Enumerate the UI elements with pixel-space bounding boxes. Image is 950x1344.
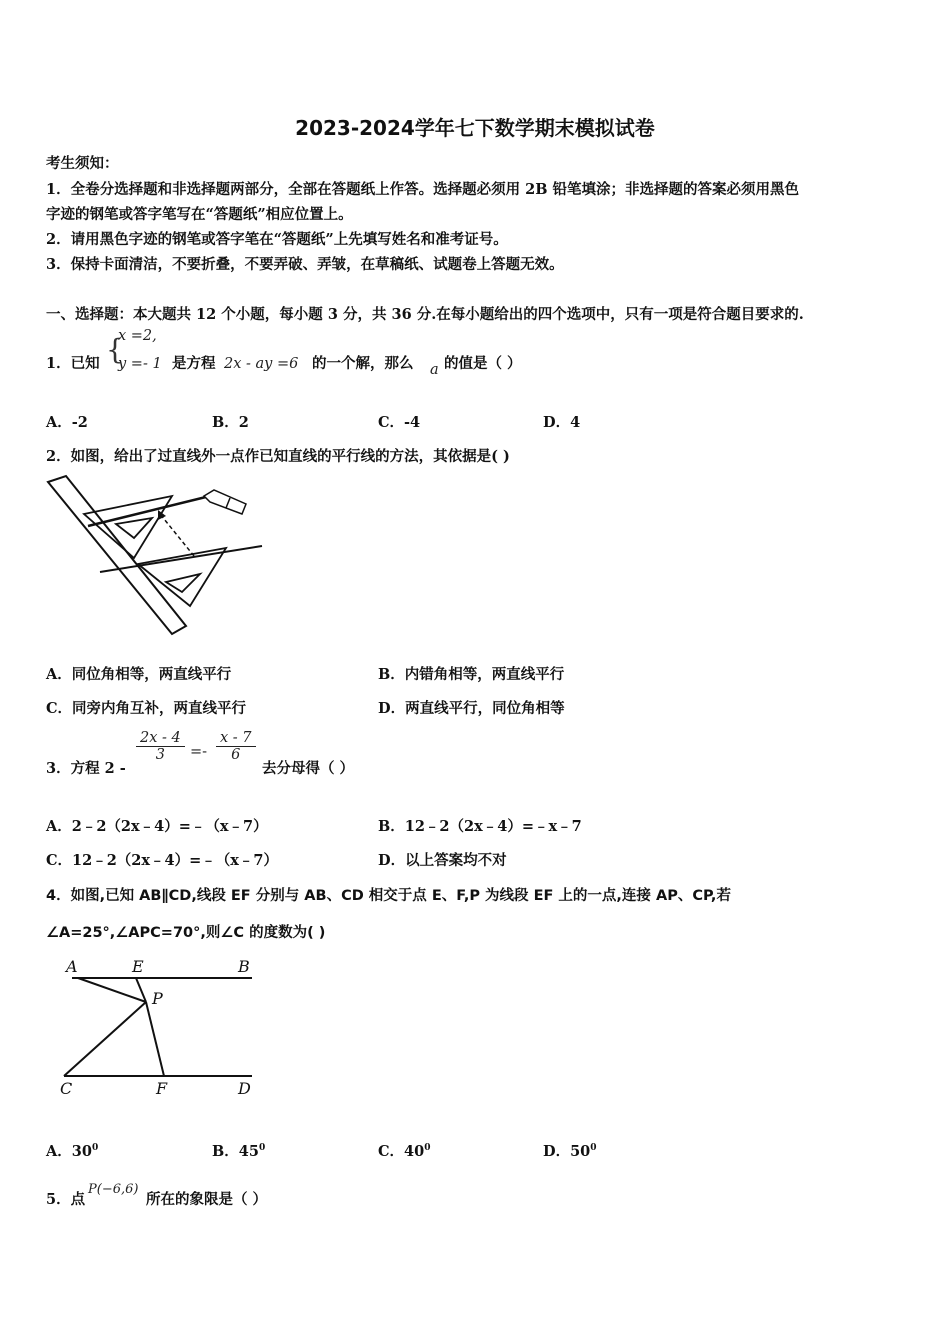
q4-option-a-label: A．30 xyxy=(46,1143,92,1160)
q1-mid2: 的一个解，那么 xyxy=(312,355,414,372)
q2-option-b[interactable]: B．内错角相等，两直线平行 xyxy=(378,666,565,683)
notice-heading: 考生须知： xyxy=(46,155,119,172)
label-b: B xyxy=(238,957,250,976)
q1-mid: 是方程 xyxy=(172,355,216,372)
q2-option-d[interactable]: D．两直线平行，同位角相等 xyxy=(378,700,565,717)
q3-num1: 2x - 4 xyxy=(136,730,185,747)
label-f: F xyxy=(156,1079,168,1098)
q3-fraction-1 xyxy=(136,730,185,763)
notice-line-1b: 字迹的钢笔或答字笔写在“答题纸”相应位置上。 xyxy=(46,206,353,223)
q1-option-d[interactable]: D．4 xyxy=(543,414,581,431)
q3-prefix: 3．方程 2 - xyxy=(46,760,126,777)
q3-option-d[interactable]: D．以上答案均不对 xyxy=(378,852,507,869)
q3-den2: 6 xyxy=(231,747,241,763)
parallel-lines-figure xyxy=(56,954,266,1099)
q4-option-a[interactable] xyxy=(46,1140,98,1161)
q2-option-c[interactable]: C．同旁内角互补，两直线平行 xyxy=(46,700,247,717)
page-title: 2023-2024学年七下数学期末模拟试卷 xyxy=(295,116,655,140)
label-p: P xyxy=(152,989,163,1008)
notice-line-2: 2．请用黑色字迹的钢笔或答字笔在“答题纸”上先填写姓名和准考证号。 xyxy=(46,231,508,248)
system-brace: { xyxy=(106,333,124,366)
q4-line-2: ∠A=25°,∠APC=70°,则∠C 的度数为( ) xyxy=(46,925,326,941)
q4-option-c-label: C．40 xyxy=(378,1143,425,1160)
label-a: A xyxy=(66,957,78,976)
q4-option-d-sup: 0 xyxy=(590,1143,597,1154)
q2-option-a[interactable]: A．同位角相等，两直线平行 xyxy=(46,666,232,683)
q4-option-b-sup: 0 xyxy=(258,1143,266,1154)
q4-option-d-label: D．50 xyxy=(543,1143,591,1160)
setsquare-upper xyxy=(84,496,172,558)
q4-option-b-label: B．45 xyxy=(212,1143,259,1160)
q3-fraction-2 xyxy=(216,730,256,763)
q1-option-a[interactable]: A．-2 xyxy=(46,414,88,431)
q1-equation: 2x - ay =6 xyxy=(224,356,299,372)
label-c: C xyxy=(60,1079,73,1098)
q3-suffix: 去分母得（ ） xyxy=(262,760,355,777)
q5-point: P(−6,6) xyxy=(88,1182,139,1197)
slide-arrow xyxy=(160,514,194,556)
q1-var: a xyxy=(430,362,439,378)
q4-line-1: 4．如图,已知 AB∥CD,线段 EF 分别与 AB、CD 相交于点 E、F,P 为线段 EF 上的一点,连接 AP、CP,若 xyxy=(46,888,731,904)
q4-option-a-sup: 0 xyxy=(91,1143,99,1154)
segment-cp xyxy=(64,1002,146,1076)
q4-option-c-sup: 0 xyxy=(424,1143,431,1154)
notice-line-1a: 1．全卷分选择题和非选择题两部分，全部在答题纸上作答。选择题必须用 2B 铅笔填涂；非选择题的答案必须用黑色 xyxy=(46,181,800,198)
q3-option-b[interactable]: B．12﹣2（2x﹣4）=﹣x﹣7 xyxy=(378,818,582,835)
q5-prefix: 5．点 xyxy=(46,1191,86,1208)
q4-option-d[interactable] xyxy=(543,1140,597,1161)
setsquare-lower xyxy=(138,548,226,606)
label-e: E xyxy=(132,957,144,976)
q1-option-c[interactable]: C．-4 xyxy=(378,414,421,431)
q3-num2: x - 7 xyxy=(216,730,256,747)
q3-eqsign: =- xyxy=(190,744,208,760)
q4-option-c[interactable] xyxy=(378,1140,430,1161)
segment-pf xyxy=(146,1002,164,1076)
q1-system-line-1: x =2, xyxy=(118,328,157,344)
pencil xyxy=(204,490,246,514)
ruler-setsquare-figure xyxy=(44,474,266,636)
q3-den1: 3 xyxy=(155,747,165,763)
notice-line-3: 3．保持卡面清洁，不要折叠，不要弄破、弄皱，在草稿纸、试题卷上答题无效。 xyxy=(46,256,564,273)
q3-option-a[interactable]: A．2﹣2（2x﹣4）=﹣（x﹣7） xyxy=(46,818,268,835)
q1-option-b[interactable]: B．2 xyxy=(212,414,249,431)
section-heading: 一、选择题：本大题共 12 个小题，每小题 3 分，共 36 分.在每小题给出的四个选项中，只有一项是符合题目要求的. xyxy=(46,306,804,323)
label-d: D xyxy=(238,1079,251,1098)
q4-option-b[interactable] xyxy=(212,1140,265,1161)
q1-prefix: 1．已知 xyxy=(46,355,100,372)
q1-suffix: 的值是（ ） xyxy=(444,355,522,372)
q3-option-c[interactable]: C．12﹣2（2x﹣4）=﹣（x﹣7） xyxy=(46,852,279,869)
q2-stem: 2．如图，给出了过直线外一点作已知直线的平行线的方法，其依据是( ) xyxy=(46,448,510,465)
q1-system-line-2: y =- 1 xyxy=(118,356,162,372)
segment-ap xyxy=(78,978,146,1002)
q5-suffix: 所在的象限是（ ） xyxy=(146,1191,268,1208)
ruler xyxy=(48,476,186,634)
